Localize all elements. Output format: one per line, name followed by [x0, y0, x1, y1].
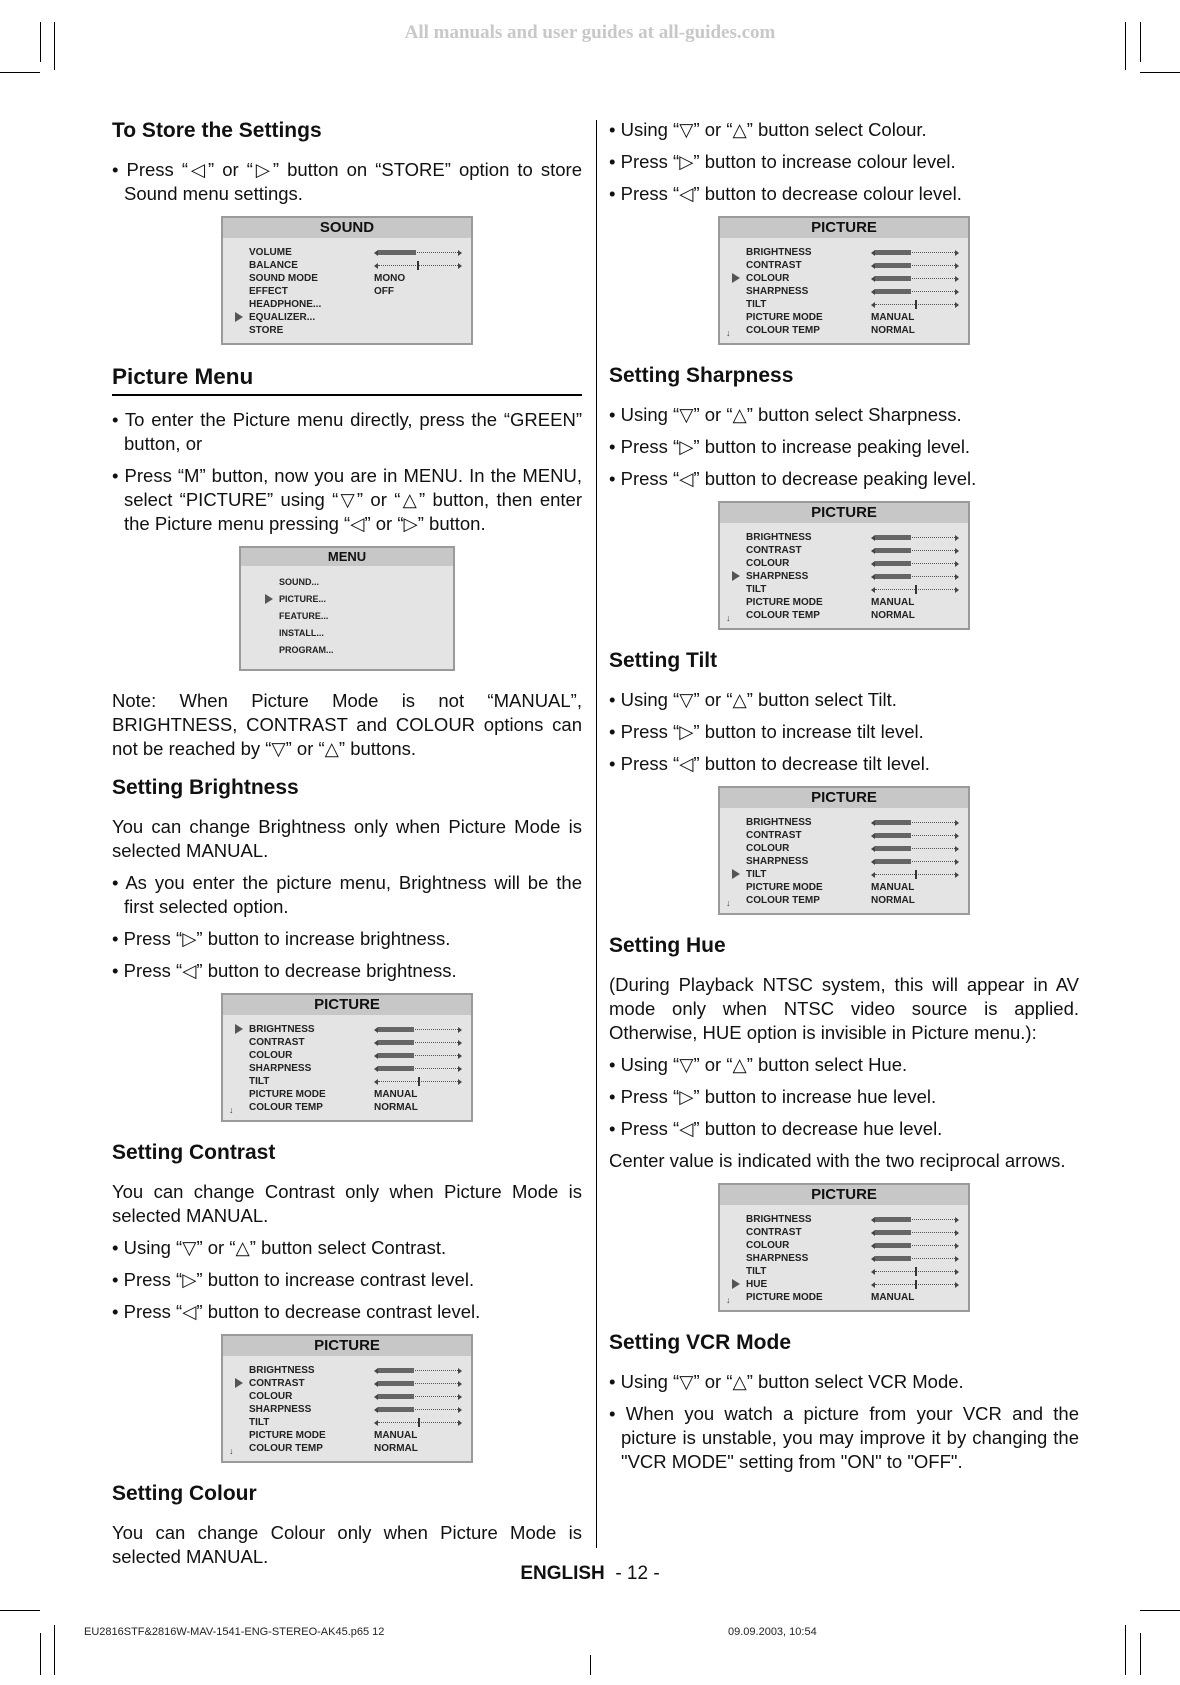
osd-row — [746, 531, 960, 544]
osd-title: PICTURE — [720, 1185, 968, 1205]
osd-label: CONTRAST — [249, 1378, 305, 1389]
osd-label: EFFECT — [249, 286, 288, 297]
osd-label: FEATURE... — [279, 611, 329, 621]
osd-label: TILT — [249, 1076, 270, 1087]
sharpness-bullet-1: • Using “▽” or “△” button select Sharpness. — [609, 404, 962, 425]
level-bar — [374, 1027, 462, 1032]
contrast-bullet-1: • Using “▽” or “△” button select Contrast. — [112, 1237, 447, 1258]
osd-label: COLOUR — [249, 1391, 293, 1402]
osd-row — [249, 1049, 463, 1062]
brightness-bullet-1: • As you enter the picture menu, Brightness will be the first selected option. — [112, 872, 582, 917]
osd-label: PICTURE MODE — [249, 1430, 326, 1441]
volume-bar — [374, 250, 462, 255]
osd-row-effect — [249, 285, 463, 298]
level-bar — [871, 820, 959, 825]
osd-title: PICTURE — [223, 995, 471, 1015]
level-bar — [871, 1269, 959, 1274]
level-bar — [374, 1079, 462, 1084]
osd-label: SHARPNESS — [746, 1253, 809, 1264]
hue-heading: Setting Hue — [609, 934, 726, 957]
osd-row — [746, 311, 960, 324]
osd-row-store — [249, 324, 463, 337]
scroll-down-icon: ↓ — [726, 328, 731, 338]
osd-row — [746, 855, 960, 868]
tilt-bullet-3: • Press “◁” button to decrease tilt level. — [609, 753, 930, 774]
left-column — [112, 118, 582, 1577]
osd-row — [746, 1239, 960, 1252]
osd-row — [746, 1278, 960, 1291]
osd-row — [746, 1265, 960, 1278]
osd-row — [249, 1442, 463, 1455]
hue-bullet-2: • Press “▷” button to increase hue level. — [609, 1086, 937, 1107]
osd-value: MONO — [374, 273, 406, 284]
hue-text: (During Playback NTSC system, this will appear in AV mode only when NTSC video source is applied. Otherwise, HUE option is invisible in Picture menu.): — [609, 974, 1079, 1043]
footer-page-no: 12 — [372, 1626, 385, 1638]
osd-label: INSTALL... — [279, 628, 324, 638]
brightness-heading: Setting Brightness — [112, 776, 299, 799]
osd-label: BRIGHTNESS — [746, 532, 812, 543]
osd-value: MANUAL — [871, 312, 915, 323]
brightness-bullet-3: • Press “◁” button to decrease brightness. — [112, 960, 457, 981]
page-footer — [0, 1563, 1180, 1585]
brightness-bullet-2: • Press “▷” button to increase brightness. — [112, 928, 451, 949]
osd-title: PICTURE — [223, 1336, 471, 1356]
osd-value: MANUAL — [871, 882, 915, 893]
osd-value: NORMAL — [871, 895, 915, 906]
osd-row — [746, 259, 960, 272]
level-bar — [871, 302, 959, 307]
colour-bullet-1: • Using “▽” or “△” button select Colour. — [609, 119, 927, 140]
osd-row — [249, 1403, 463, 1416]
brightness-text: You can change Brightness only when Picture Mode is selected MANUAL. — [112, 816, 582, 861]
level-bar — [871, 289, 959, 294]
selection-pointer-icon — [235, 312, 243, 322]
osd-row-sound — [279, 576, 445, 593]
sharpness-bullet-2: • Press “▷” button to increase peaking level. — [609, 436, 971, 457]
osd-label: COLOUR TEMP — [249, 1443, 323, 1454]
contrast-text: You can change Contrast only when Picture Mode is selected MANUAL. — [112, 1181, 582, 1226]
level-bar — [871, 1230, 959, 1235]
picture-osd-colour — [718, 216, 970, 345]
osd-value: MANUAL — [871, 1292, 915, 1303]
osd-row — [249, 1390, 463, 1403]
osd-row — [746, 609, 960, 622]
osd-row — [746, 246, 960, 259]
osd-row — [249, 1377, 463, 1390]
osd-row — [746, 881, 960, 894]
scroll-down-icon: ↓ — [229, 1105, 234, 1115]
sound-menu-osd — [221, 216, 473, 345]
picture-osd-brightness — [221, 993, 473, 1122]
osd-label: BALANCE — [249, 260, 298, 271]
level-bar — [871, 250, 959, 255]
osd-row — [746, 298, 960, 311]
level-bar — [871, 1243, 959, 1248]
level-bar — [374, 1394, 462, 1399]
scroll-down-icon: ↓ — [726, 898, 731, 908]
level-bar — [871, 587, 959, 592]
selection-pointer-icon — [732, 1279, 740, 1289]
osd-label: SOUND MODE — [249, 273, 318, 284]
osd-label: COLOUR TEMP — [746, 610, 820, 621]
level-bar — [871, 846, 959, 851]
colour-heading: Setting Colour — [112, 1482, 257, 1505]
footer-language: ENGLISH — [520, 1563, 605, 1584]
contrast-bullet-2: • Press “▷” button to increase contrast level. — [112, 1269, 475, 1290]
osd-row — [249, 1023, 463, 1036]
level-bar — [871, 1256, 959, 1261]
osd-value: NORMAL — [871, 610, 915, 621]
level-bar — [374, 1407, 462, 1412]
picture-osd-hue — [718, 1183, 970, 1312]
contrast-bullet-3: • Press “◁” button to decrease contrast level. — [112, 1301, 481, 1322]
osd-label: PICTURE MODE — [746, 597, 823, 608]
osd-row — [249, 1062, 463, 1075]
watermark: All manuals and user guides at all-guides.com — [404, 22, 776, 43]
crop-mark — [0, 72, 40, 73]
osd-label: VOLUME — [249, 247, 292, 258]
osd-row — [249, 1075, 463, 1088]
pm-bullet-2: • Press “M” button, now you are in MENU. In the MENU, select “PICTURE” using “▽” or “△” button, then enter the Picture menu pressing “◁” or “▷” button. — [112, 465, 582, 534]
osd-label: SHARPNESS — [746, 856, 809, 867]
vcr-bullet-2: • When you watch a picture from your VCR and the picture is unstable, you may improve it by changing the "VCR MODE" setting from "ON" to "OFF". — [609, 1403, 1079, 1472]
vcr-bullet-1: • Using “▽” or “△” button select VCR Mode. — [609, 1371, 964, 1392]
osd-row — [746, 1252, 960, 1265]
osd-label: PICTURE MODE — [249, 1089, 326, 1100]
level-bar — [374, 1053, 462, 1058]
osd-label: COLOUR TEMP — [249, 1102, 323, 1113]
osd-title: MENU — [241, 548, 453, 566]
osd-label: PICTURE MODE — [746, 312, 823, 323]
vcr-heading: Setting VCR Mode — [609, 1331, 791, 1354]
scroll-down-icon: ↓ — [726, 1295, 731, 1305]
osd-row-program — [279, 644, 445, 661]
level-bar — [871, 263, 959, 268]
osd-label: BRIGHTNESS — [746, 817, 812, 828]
osd-row — [249, 1088, 463, 1101]
level-bar — [871, 872, 959, 877]
footer-datetime: 09.09.2003, 10:54 — [728, 1626, 817, 1638]
osd-row — [746, 829, 960, 842]
level-bar — [374, 1368, 462, 1373]
osd-row — [746, 570, 960, 583]
osd-label: TILT — [746, 1266, 767, 1277]
osd-label: BRIGHTNESS — [746, 1214, 812, 1225]
level-bar — [374, 1040, 462, 1045]
osd-label: SHARPNESS — [746, 571, 809, 582]
footer-page-number: - 12 - — [615, 1563, 660, 1584]
crop-mark — [1140, 1610, 1180, 1611]
level-bar — [871, 1282, 959, 1287]
picture-note: Note: When Picture Mode is not “MANUAL”, BRIGHTNESS, CONTRAST and COLOUR options can not be reached by “▽” or “△” buttons. — [112, 690, 582, 759]
osd-label: COLOUR — [746, 558, 790, 569]
crop-mark — [54, 1625, 55, 1675]
osd-row — [746, 816, 960, 829]
hue-bullet-3: • Press “◁” button to decrease hue level. — [609, 1118, 943, 1139]
tilt-bullet-2: • Press “▷” button to increase tilt level. — [609, 721, 924, 742]
osd-row-picture — [279, 593, 445, 610]
osd-label: CONTRAST — [746, 260, 802, 271]
osd-label: COLOUR — [746, 1240, 790, 1251]
scroll-down-icon: ↓ — [726, 613, 731, 623]
sharpness-bullet-3: • Press “◁” button to decrease peaking level. — [609, 468, 977, 489]
osd-row-equalizer — [249, 311, 463, 324]
selection-pointer-icon — [235, 1378, 243, 1388]
osd-value: NORMAL — [871, 325, 915, 336]
level-bar — [871, 548, 959, 553]
osd-row-headphone — [249, 298, 463, 311]
osd-label: CONTRAST — [746, 1227, 802, 1238]
osd-label: PROGRAM... — [279, 645, 334, 655]
osd-row — [249, 1036, 463, 1049]
osd-value: MANUAL — [374, 1089, 418, 1100]
selection-pointer-icon — [732, 869, 740, 879]
osd-row-feature — [279, 610, 445, 627]
osd-row — [746, 1213, 960, 1226]
crop-mark — [0, 1610, 40, 1611]
scroll-down-icon: ↓ — [229, 1446, 234, 1456]
osd-row-balance — [249, 259, 463, 272]
osd-label: BRIGHTNESS — [249, 1365, 315, 1376]
osd-label: COLOUR TEMP — [746, 895, 820, 906]
osd-value: MANUAL — [374, 1430, 418, 1441]
osd-label: COLOUR TEMP — [746, 325, 820, 336]
osd-label: BRIGHTNESS — [249, 1024, 315, 1035]
picture-osd-sharpness — [718, 501, 970, 630]
osd-label: PICTURE MODE — [746, 882, 823, 893]
right-column — [609, 118, 1079, 1482]
level-bar — [871, 561, 959, 566]
osd-title: PICTURE — [720, 788, 968, 808]
osd-row — [746, 324, 960, 337]
footer-file: EU2816STF&2816W-MAV-1541-ENG-STEREO-AK45.p65 — [84, 1626, 370, 1638]
crop-mark — [1140, 72, 1180, 73]
tilt-heading: Setting Tilt — [609, 649, 718, 672]
selection-pointer-icon — [732, 273, 740, 283]
osd-label: BRIGHTNESS — [746, 247, 812, 258]
level-bar — [374, 1066, 462, 1071]
osd-row — [249, 1101, 463, 1114]
osd-row — [746, 557, 960, 570]
osd-row — [249, 1429, 463, 1442]
osd-label: TILT — [249, 1417, 270, 1428]
osd-row — [746, 285, 960, 298]
hue-center-note: Center value is indicated with the two reciprocal arrows. — [609, 1150, 1066, 1171]
osd-value: MANUAL — [871, 597, 915, 608]
picture-osd-tilt — [718, 786, 970, 915]
store-heading: To Store the Settings — [112, 119, 322, 142]
selection-pointer-icon — [235, 1024, 243, 1034]
osd-label: SOUND... — [279, 577, 320, 587]
osd-title: PICTURE — [720, 503, 968, 523]
pm-bullet-1: • To enter the Picture menu directly, press the “GREEN” button, or — [112, 409, 582, 454]
level-bar — [871, 859, 959, 864]
osd-row — [746, 894, 960, 907]
level-bar — [871, 535, 959, 540]
osd-row — [746, 596, 960, 609]
osd-row-volume — [249, 246, 463, 259]
osd-row — [746, 544, 960, 557]
osd-row — [249, 1364, 463, 1377]
osd-label: CONTRAST — [746, 830, 802, 841]
crop-mark — [590, 1655, 591, 1675]
colour-bullet-2: • Press “▷” button to increase colour level. — [609, 151, 956, 172]
osd-label: COLOUR — [249, 1050, 293, 1061]
osd-title: SOUND — [223, 218, 471, 238]
tilt-bullet-1: • Using “▽” or “△” button select Tilt. — [609, 689, 897, 710]
osd-label: TILT — [746, 869, 767, 880]
colour-text: You can change Colour only when Picture Mode is selected MANUAL. — [112, 1522, 582, 1567]
main-menu-osd — [239, 546, 455, 671]
osd-value: NORMAL — [374, 1102, 418, 1113]
osd-row — [746, 272, 960, 285]
hue-bullet-1: • Using “▽” or “△” button select Hue. — [609, 1054, 908, 1075]
osd-label: CONTRAST — [746, 545, 802, 556]
level-bar — [374, 1381, 462, 1386]
osd-label: TILT — [746, 299, 767, 310]
picture-osd-contrast — [221, 1334, 473, 1463]
osd-row — [746, 868, 960, 881]
osd-label: HEADPHONE... — [249, 299, 322, 310]
level-bar — [871, 1217, 959, 1222]
osd-row — [249, 1416, 463, 1429]
osd-label: PICTURE MODE — [746, 1292, 823, 1303]
osd-label: CONTRAST — [249, 1037, 305, 1048]
footer-filename — [84, 1626, 384, 1638]
osd-row — [746, 1226, 960, 1239]
crop-mark — [1125, 1625, 1126, 1675]
osd-title: PICTURE — [720, 218, 968, 238]
picture-menu-heading: Picture Menu — [112, 363, 582, 396]
osd-row — [746, 842, 960, 855]
osd-label: COLOUR — [746, 273, 790, 284]
store-text: • Press “◁” or “▷” button on “STORE” option to store Sound menu settings. — [112, 159, 582, 204]
selection-pointer-icon — [732, 571, 740, 581]
osd-label: STORE — [249, 325, 284, 336]
osd-label: HUE — [746, 1279, 768, 1290]
osd-row — [746, 583, 960, 596]
osd-value: OFF — [374, 286, 394, 297]
osd-row-install — [279, 627, 445, 644]
column-divider — [596, 120, 597, 1548]
crop-mark — [40, 1633, 41, 1675]
level-bar — [374, 1420, 462, 1425]
osd-value: NORMAL — [374, 1443, 418, 1454]
level-bar — [871, 276, 959, 281]
osd-label: EQUALIZER... — [249, 312, 316, 323]
osd-label: SHARPNESS — [746, 286, 809, 297]
selection-pointer-icon — [265, 594, 273, 604]
osd-row-sound-mode — [249, 272, 463, 285]
level-bar — [871, 833, 959, 838]
osd-label: TILT — [746, 584, 767, 595]
balance-bar — [374, 263, 462, 268]
contrast-heading: Setting Contrast — [112, 1141, 276, 1164]
sharpness-heading: Setting Sharpness — [609, 364, 794, 387]
osd-label: SHARPNESS — [249, 1063, 312, 1074]
osd-label: PICTURE... — [279, 594, 327, 604]
osd-label: SHARPNESS — [249, 1404, 312, 1415]
osd-row — [746, 1291, 960, 1304]
colour-bullet-3: • Press “◁” button to decrease colour level. — [609, 183, 962, 204]
osd-label: COLOUR — [746, 843, 790, 854]
level-bar — [871, 574, 959, 579]
crop-mark — [1140, 1633, 1141, 1675]
